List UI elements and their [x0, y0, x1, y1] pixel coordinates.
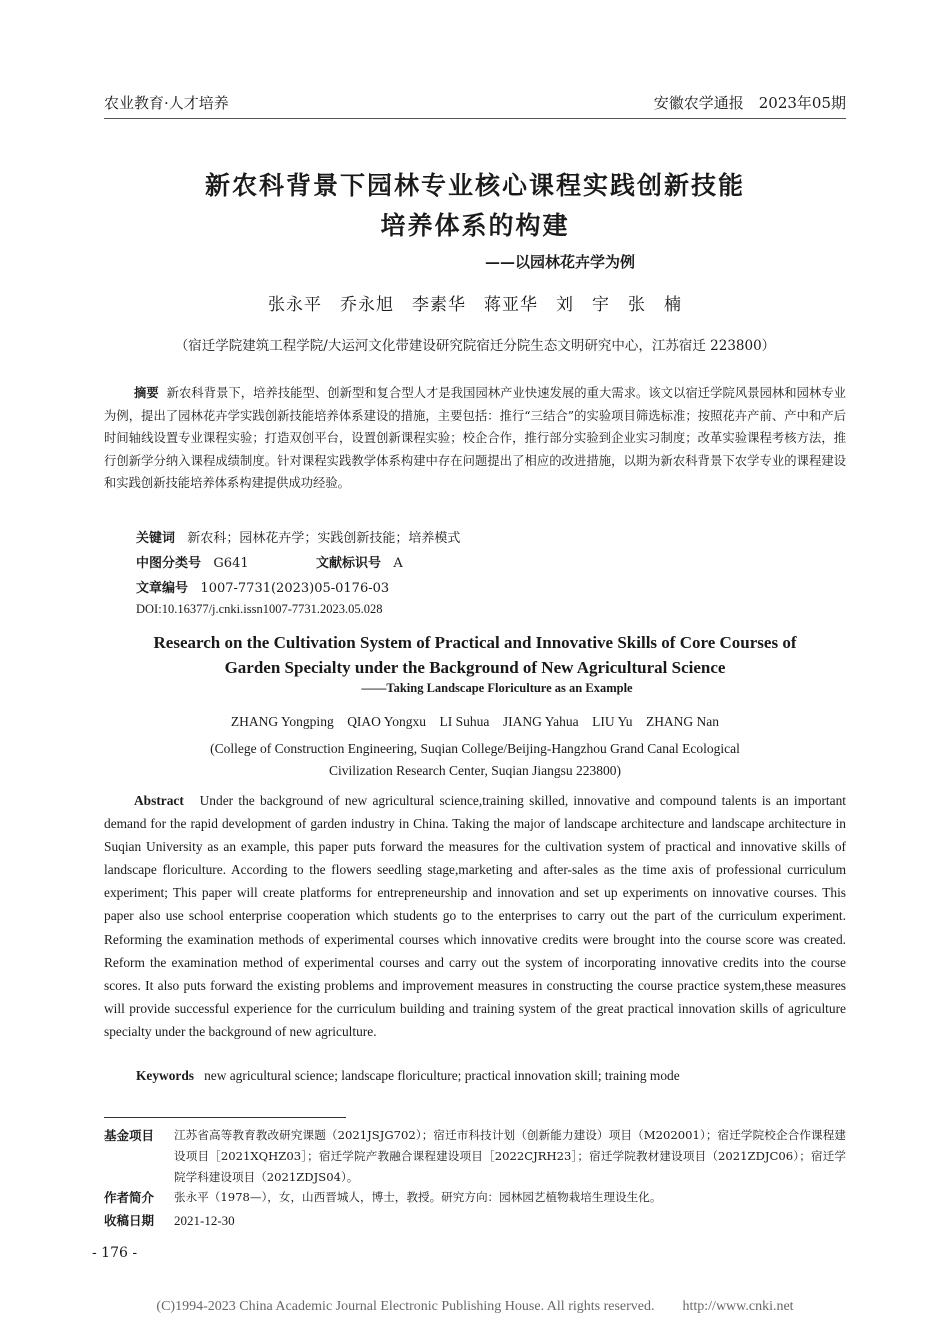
abstract-zh-label: 摘要 [134, 386, 159, 400]
affiliation-zh: （宿迁学院建筑工程学院/大运河文化带建设研究院宿迁分院生态文明研究中心，江苏宿迁 223800） [174, 338, 776, 354]
authors-zh: 张永平 乔永旭 李素华 蒋亚华 刘 宇 张 楠 [268, 295, 682, 315]
abstract-zh-text: 新农科背景下，培养技能型、创新型和复合型人才是我国园林产业快速发展的重大需求。该文以宿迁学院风景园林和园林专业为例，提出了园林花卉学实践创新技能培养体系建设的措施，主要包括：推行“三结合”的实验项目筛选标准；按照花卉产前、产中和产后时间轴线设置专业课程实验；打造双创平台，设置创新课程实验；校企合作，推行部分实验到企业实习制度；改革实验课程考核方法，推行创新学分纳入课程成绩制度。针对课程实践教学体系构建中存在问题提出了相应的改进措施，以期为新农科背景下农学专业的课程建设和实践创新技能培养体系构建提供成功经验。 [104, 386, 846, 491]
footnote-received [104, 1210, 846, 1231]
article-no-label: 文章编号 [136, 581, 189, 596]
running-header-section: 农业教育·人才培养 [104, 94, 229, 112]
article-no-value: 1007-7731(2023)05-0176-03 [200, 581, 390, 596]
title-en-line1: Research on the Cultivation System of Practical and Innovative Skills of Core Courses of [153, 633, 797, 652]
clc-label: 中图分类号 [136, 556, 202, 571]
doi: DOI:10.16377/j.cnki.issn1007-7731.2023.05.028 [136, 602, 383, 616]
keywords-zh-text: 新农科；园林花卉学；实践创新技能；培养模式 [187, 531, 461, 546]
title-en-line2: Garden Specialty under the Background of New Agricultural Science [224, 658, 726, 677]
affiliation-en-line1: (College of Construction Engineering, Suqian College/Beijing-Hangzhou Grand Canal Ecological [210, 741, 740, 756]
doc-code-label: 文献标识号 [316, 556, 382, 571]
keywords-en [136, 1068, 680, 1084]
author-text: 张永平（1978—），女，山西晋城人，博士，教授。研究方向：园林园艺植物栽培生理设生化。 [174, 1190, 662, 1204]
article-no-row [136, 577, 389, 596]
running-header-journal: 安徽农学通报 2023年05期 [653, 94, 846, 112]
keywords-zh [136, 527, 460, 546]
clc-value: G641 [213, 556, 249, 571]
affiliation-en-line2: Civilization Research Center, Suqian Jiangsu 223800) [329, 763, 621, 778]
received-text: 2021-12-30 [174, 1213, 235, 1228]
authors-en: ZHANG Yongping QIAO Yongxu LI Suhua JIANG Yahua LIU Yu ZHANG Nan [230, 714, 720, 729]
author-label: 作者简介 [104, 1190, 155, 1205]
keywords-en-label: Keywords [136, 1068, 195, 1083]
abstract-en [104, 789, 846, 1043]
copyright-line: (C)1994-2023 China Academic Journal Electronic Publishing House. All rights reserved. http://www.cnki.net [156, 1299, 794, 1314]
abstract-zh [104, 382, 846, 495]
abstract-en-text: Under the background of new agricultural science,training skilled, innovative and compound talents is an important demand for the rapid development of garden industry in China. Taking the major of landscape architecture and landscape architecture in Suqian University as an example, this paper puts forward the measures for the cultivation system of practical and innovative skills of landscape floriculture. According to the flowers seedling stage,marketing and after-sales as the time axis of professional curriculum experiment; This paper will create platforms for entrepreneurship and innovation and set up experiments on innovative courses. This paper also use school enterprise cooperation which students go to the enterprises to carry out the part of the curriculum experiment. Reforming the examination methods of experimental courses which innovative credits were brought into the course score was created. Reform the examination method of experimental courses and carry out the system of incorporating innovative credits into the course scores. It also puts forward the existing problems and improvement measures in constructing the course practice system,these measures will provide successful experience for the curriculum building and training system of the great practical innovation skills of agriculture specialty under the background of new agriculture. [104, 793, 846, 1039]
footnote-fund [104, 1125, 846, 1188]
subtitle-zh: ——以园林花卉学为例 [484, 253, 635, 271]
abstract-en-label: Abstract [134, 793, 184, 808]
doc-code-row [316, 552, 403, 571]
classification-row [136, 552, 249, 571]
keywords-en-text: new agricultural science; landscape floriculture; practical innovation skill; training mode [204, 1068, 680, 1083]
received-label: 收稿日期 [104, 1213, 155, 1228]
doc-code-value: A [393, 556, 403, 571]
footnote-author [104, 1187, 846, 1208]
subtitle-en: ——Taking Landscape Floriculture as an Example [361, 681, 633, 695]
footnote-divider [104, 1117, 346, 1118]
keywords-zh-label: 关键词 [136, 531, 176, 546]
title-zh-line1: 新农科背景下园林专业核心课程实践创新技能 [204, 171, 745, 200]
page-number: - 176 - [92, 1245, 138, 1261]
title-zh-line2: 培养体系的构建 [380, 211, 570, 240]
fund-label: 基金项目 [104, 1128, 155, 1143]
header-divider [104, 118, 846, 119]
fund-text: 江苏省高等教育教改研究课题（2021JSJG702）；宿迁市科技计划（创新能力建设）项目（M202001）；宿迁学院校企合作课程建设项目［2021XQHZ03］；宿迁学院产教融合课程建设项目［2022CJRH23］；宿迁学院教材建设项目（2021ZDJC06）；宿迁学院学科建设项目（2021ZDJS04）。 [174, 1128, 846, 1184]
